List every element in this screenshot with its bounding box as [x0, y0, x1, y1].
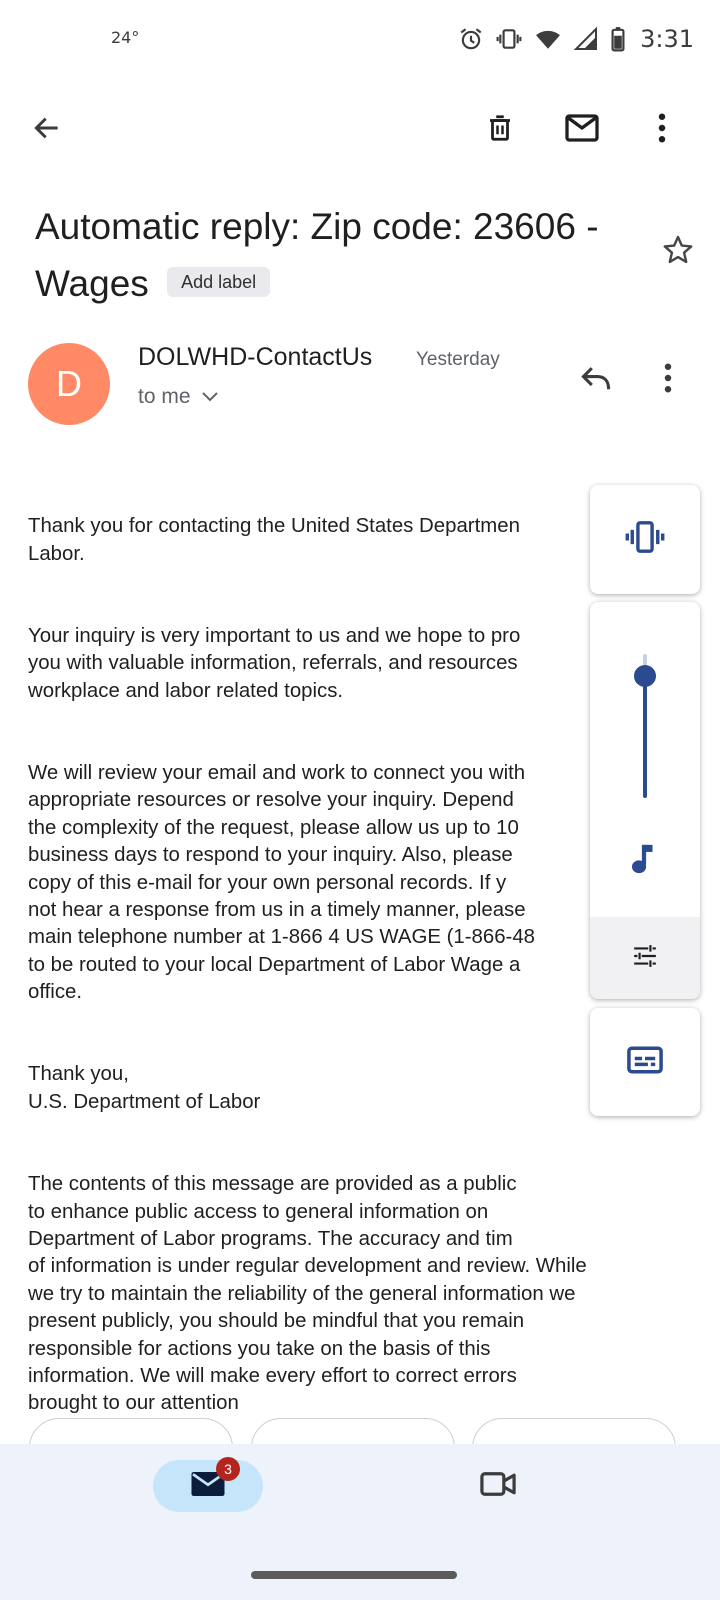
- volume-slider-track[interactable]: [643, 676, 647, 798]
- unread-badge: 3: [216, 1457, 240, 1481]
- delete-button[interactable]: [472, 100, 528, 156]
- chevron-down-icon: [201, 385, 219, 409]
- sender-name[interactable]: DOLWHD-ContactUs: [138, 343, 373, 371]
- back-arrow-icon: [31, 112, 63, 144]
- tune-icon: [632, 944, 658, 973]
- message-more-button[interactable]: [640, 350, 696, 406]
- reply-icon: [579, 364, 613, 392]
- delete-icon: [485, 112, 515, 144]
- media-volume-panel: [590, 602, 700, 999]
- subject-text: Automatic reply: Zip code: 23606 - Wages: [35, 206, 599, 304]
- alarm-icon: [458, 26, 484, 52]
- back-button[interactable]: [19, 100, 75, 156]
- home-indicator[interactable]: [251, 1571, 457, 1579]
- body-paragraph: Thank you, U.S. Department of Labor: [28, 1063, 261, 1113]
- nav-meet-tab[interactable]: [470, 1460, 526, 1512]
- bottom-navigation: [0, 1444, 720, 1600]
- email-subject: [35, 198, 635, 312]
- more-options-button[interactable]: [634, 100, 690, 156]
- volume-slider-thumb[interactable]: [634, 665, 656, 687]
- wifi-icon: [534, 26, 562, 52]
- add-label-chip[interactable]: Add label: [167, 267, 270, 297]
- ringer-mode-button[interactable]: [590, 485, 700, 594]
- avatar[interactable]: D: [28, 343, 110, 425]
- video-camera-icon: [479, 1469, 517, 1504]
- mark-unread-button[interactable]: [554, 100, 610, 156]
- body-paragraph: The contents of this message are provided as a public to enhance public access to general information on Department of Labor programs. The accuracy and tim of information is under regular development and review. While we try to maintain the reliability of the general information we present publicly, you should be mindful that you remain responsible for actions you take on the basis of this information. We will make every effort to correct errors brought to our attention: [28, 1173, 587, 1415]
- reply-button[interactable]: [568, 350, 624, 406]
- nav-mail-tab[interactable]: [153, 1460, 263, 1512]
- captions-icon: [626, 1045, 664, 1080]
- status-icons: [458, 22, 694, 56]
- recipient-toggle[interactable]: [138, 385, 219, 409]
- status-temperature: 24°: [111, 28, 140, 47]
- status-time: 3:31: [640, 25, 694, 53]
- body-paragraph: Thank you for contacting the United States Departmen Labor.: [28, 515, 520, 565]
- volume-settings-button[interactable]: [590, 917, 700, 999]
- more-vert-icon: [658, 113, 666, 143]
- email-date: Yesterday: [416, 349, 500, 370]
- more-vert-icon: [664, 363, 672, 393]
- body-paragraph: We will review your email and work to connect you with appropriate resources or resolve your inquiry. Depend the complexity of the request, please allow us up to 10 business days to respond to your inquiry. Also, please copy of this e-mail for your own personal records. If y not hear a response from us in a timely manner, please main telephone number at 1-866 4 US WAGE (1-866-48 to be routed to your local Department of Labor Wage a office.: [28, 762, 536, 1004]
- star-button[interactable]: [650, 222, 706, 278]
- battery-icon: [610, 26, 626, 52]
- vibrate-icon: [496, 26, 522, 52]
- live-caption-button[interactable]: [590, 1008, 700, 1116]
- body-paragraph: Your inquiry is very important to us and we hope to pro you with valuable information, referrals, and resources workplace and labor related topics.: [28, 625, 521, 702]
- status-bar: [0, 0, 720, 78]
- recipient-text: to me: [138, 385, 191, 408]
- vibrate-icon: [625, 520, 665, 559]
- mark-unread-icon: [564, 113, 600, 143]
- star-icon: [661, 233, 695, 267]
- music-note-icon[interactable]: [629, 842, 659, 881]
- signal-icon: [574, 26, 598, 52]
